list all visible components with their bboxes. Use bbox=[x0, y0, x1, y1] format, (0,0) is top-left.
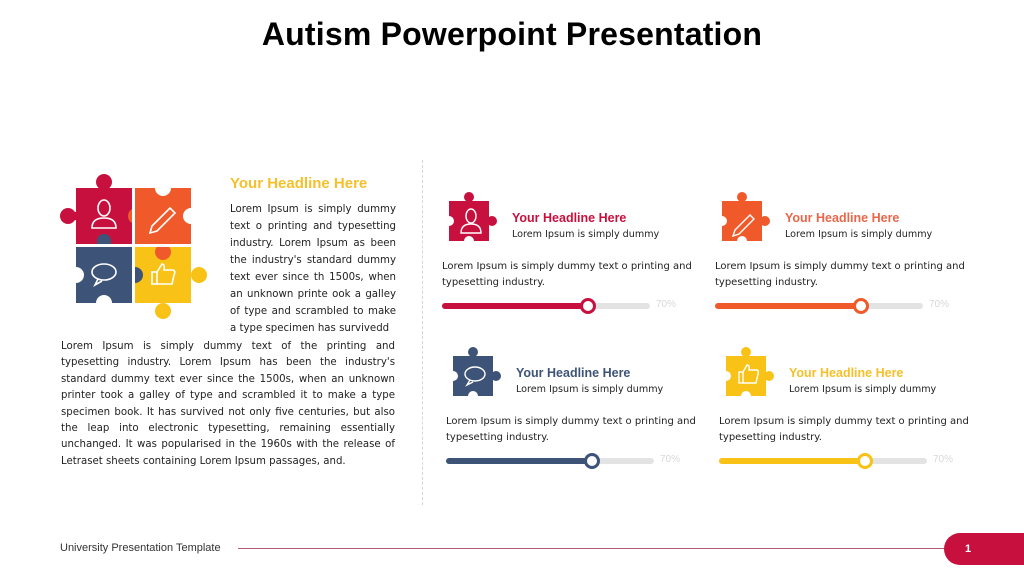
body-text: Lorem Ipsum is simply dummy text of the printing and typesetting industry. Lorem Ipsum has been the industry's standard dummy text ever since the 1500s, when an unknown printer took a galley of type and scrambled it to make a type specimen book. It has survived not only five centuries, but also the leap into electronic typesetting, remaining essentially unchanged. It was popularised in the 1960s with the release of Letraset sheets containing Lorem Ipsum passages, and. bbox=[61, 341, 395, 467]
progress-knob bbox=[853, 298, 869, 314]
puzzle-piece-yellow bbox=[127, 244, 207, 319]
puzzle-piece-crimson bbox=[60, 174, 132, 244]
progress-label: 70% bbox=[929, 299, 950, 310]
progress-knob bbox=[584, 453, 600, 469]
puzzle-graphic bbox=[58, 172, 210, 324]
puzzle-piece-icon bbox=[446, 345, 504, 403]
progress-fill bbox=[715, 303, 861, 309]
lead-text: Lorem Ipsum is simply dummy text o printing and typesetting industry. Lorem Ipsum as been the industry's standard dummy text ever since th 1500s, when an unknown printe ook a galley of type and scrambled to make a type specimen has survivedd bbox=[230, 204, 396, 334]
card-subtitle: Lorem Ipsum is simply dummy bbox=[516, 384, 664, 395]
card-text: Lorem Ipsum is simply dummy text o printing and typesetting industry. bbox=[442, 261, 692, 288]
page-number-badge: 1 bbox=[944, 533, 1024, 565]
progress-fill bbox=[719, 458, 865, 464]
card-headline: Your Headline Here bbox=[512, 211, 627, 225]
feature-card-1 bbox=[442, 190, 692, 320]
card-text: Lorem Ipsum is simply dummy text o printing and typesetting industry. bbox=[719, 416, 969, 443]
card-headline: Your Headline Here bbox=[785, 211, 900, 225]
column-divider bbox=[422, 160, 423, 505]
progress-bar bbox=[715, 303, 923, 309]
card-text: Lorem Ipsum is simply dummy text o printing and typesetting industry. bbox=[715, 261, 965, 288]
progress-bar bbox=[442, 303, 650, 309]
card-headline: Your Headline Here bbox=[789, 366, 904, 380]
feature-card-4 bbox=[719, 345, 969, 475]
puzzle-piece-icon bbox=[442, 190, 500, 248]
card-subtitle: Lorem Ipsum is simply dummy bbox=[785, 229, 933, 240]
footer-rule bbox=[238, 548, 950, 549]
progress-knob bbox=[857, 453, 873, 469]
card-headline: Your Headline Here bbox=[516, 366, 631, 380]
progress-label: 70% bbox=[656, 299, 677, 310]
progress-label: 70% bbox=[660, 454, 681, 465]
slide-title: Autism Powerpoint Presentation bbox=[261, 16, 763, 52]
progress-bar bbox=[719, 458, 927, 464]
puzzle-piece-icon bbox=[719, 345, 777, 403]
progress-fill bbox=[442, 303, 588, 309]
lead-headline: Your Headline Here bbox=[230, 175, 368, 192]
progress-fill bbox=[446, 458, 592, 464]
progress-bar bbox=[446, 458, 654, 464]
footer-label: University Presentation Template bbox=[60, 542, 221, 554]
progress-label: 70% bbox=[933, 454, 954, 465]
card-subtitle: Lorem Ipsum is simply dummy bbox=[512, 229, 660, 240]
feature-card-3 bbox=[446, 345, 696, 475]
card-subtitle: Lorem Ipsum is simply dummy bbox=[789, 384, 937, 395]
puzzle-piece-icon bbox=[715, 190, 773, 248]
feature-card-2 bbox=[715, 190, 965, 320]
card-text: Lorem Ipsum is simply dummy text o printing and typesetting industry. bbox=[446, 416, 696, 443]
progress-knob bbox=[580, 298, 596, 314]
